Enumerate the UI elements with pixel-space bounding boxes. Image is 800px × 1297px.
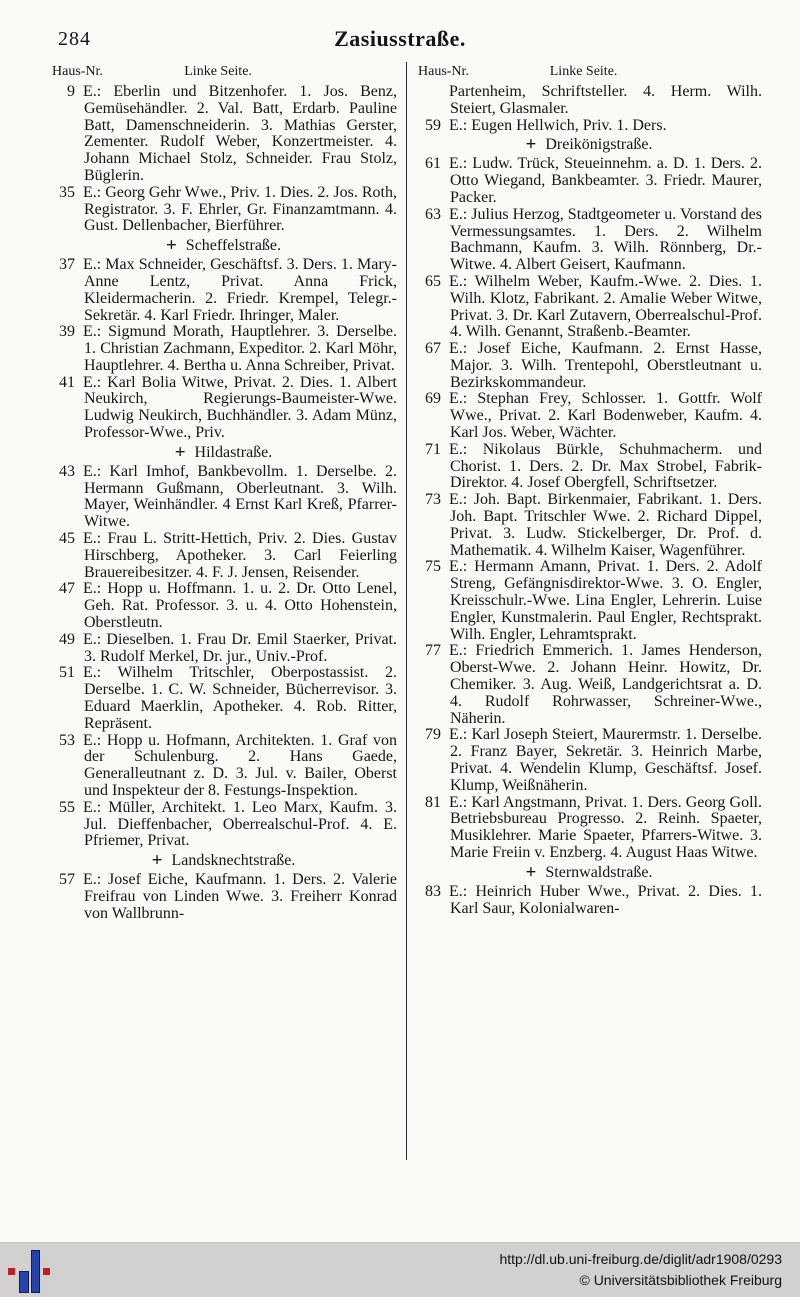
- entry-text: E.: Julius Herzog, Stadtgeometer u. Vorstand des Vermessungsamtes. 1. Ders. 2. Wilhelm Bachmann, Kaufm. 3. Wilh. Rönnberg, Dr.-Witwe. 4. Albert Geisert, Kaufmann.: [449, 205, 762, 274]
- entry-text: E.: Joh. Bapt. Birkenmaier, Fabrikant. 1. Ders. Joh. Bapt. Tritschler Wwe. 2. Richard Dippel, Privat. 3. Ludw. Stickelberger, Dr. Prof. d. Mathematik. 4. Wilhelm Kaiser, Wagenführer.: [449, 491, 762, 559]
- entry-text: E.: Dieselben. 1. Frau Dr. Emil Staerker, Privat. 3. Rudolf Merkel, Dr. jur., Univ.-Prof.: [83, 630, 397, 665]
- ub-freiburg-logo-icon: [8, 1250, 52, 1294]
- column-body: [50, 84, 397, 922]
- directory-entry: [416, 643, 762, 727]
- street-crossing: [50, 235, 397, 257]
- street-crossing: [50, 850, 397, 872]
- page-number: 284: [58, 28, 91, 50]
- page-title: Zasiusstraße.: [334, 26, 466, 51]
- house-number: 53: [59, 731, 75, 749]
- directory-entry: [416, 341, 762, 391]
- directory-entry: [416, 442, 762, 492]
- column-header: [50, 62, 397, 84]
- street-cross-icon: +: [151, 850, 163, 872]
- house-number: 73: [425, 491, 441, 509]
- digitization-footer: [0, 1242, 800, 1297]
- column-header-seite: Linke Seite.: [549, 64, 618, 79]
- logo-red-square-right: [43, 1268, 50, 1275]
- directory-entry: [50, 257, 397, 324]
- column-right: [406, 62, 762, 1160]
- directory-entry: [50, 464, 397, 531]
- directory-entry: [50, 185, 397, 235]
- house-number: 63: [425, 205, 441, 223]
- entry-text: E.: Sigmund Morath, Hauptlehrer. 3. Derselbe. 1. Christian Zachmann, Expeditor. 2. Karl Möhr, Hauptlehrer. 4. Bertha u. Anna Schreiber, Privat.: [83, 323, 397, 374]
- house-number: 37: [59, 256, 75, 274]
- entry-text: E.: Eberlin und Bitzenhofer. 1. Jos. Benz, Gemüsehändler. 2. Val. Batt, Erdarb. Pauline Batt, Damenschneiderin. 3. Mathias Gerster, Zementer. Rudolf Weber, Konzertmeister. 4. Johann Michael Stolz, Schneider. Frau Stolz, Büglerin.: [83, 83, 397, 184]
- directory-entry: [50, 800, 397, 850]
- entry-text: E.: Friedrich Emmerich. 1. James Henderson, Oberst-Wwe. 2. Johann Heinr. Howitz, Dr. Chemiker. 3. Aug. Weiß, Landgerichtsrat a. D. 4. Rudolf Rohrwasser, Schreiner-Wwe., Näherin.: [449, 642, 762, 727]
- entry-text: Partenheim, Schriftsteller. 4. Herm. Wilh. Steiert, Glasmaler.: [449, 83, 762, 117]
- directory-columns: [50, 62, 762, 1160]
- street-crossing: [416, 862, 762, 884]
- directory-entry: [416, 492, 762, 559]
- directory-entry: [416, 727, 762, 794]
- copyright-notice: © Universitätsbibliothek Freiburg: [579, 1272, 782, 1288]
- logo-red-square-left: [8, 1268, 15, 1275]
- directory-entry: [50, 581, 397, 631]
- directory-entry: [416, 559, 762, 643]
- house-number: 47: [59, 580, 75, 598]
- directory-entry: [50, 375, 397, 442]
- house-number: 43: [59, 462, 75, 480]
- directory-entry: [416, 84, 762, 118]
- house-number: 9: [67, 83, 75, 100]
- directory-entry: [416, 884, 762, 918]
- column-header: [416, 62, 762, 84]
- column-header-hausnr: Haus-Nr.: [52, 64, 103, 79]
- directory-entry: [416, 391, 762, 441]
- street-name: Scheffelstraße.: [185, 237, 282, 255]
- page-header: [0, 0, 800, 62]
- house-number: 71: [425, 440, 441, 458]
- directory-entry: [50, 665, 397, 732]
- column-body: [416, 84, 762, 917]
- column-header-seite: Linke Seite.: [184, 64, 252, 79]
- entry-text: E.: Wilhelm Weber, Kaufm.-Wwe. 2. Dies. 1. Wilh. Klotz, Fabrikant. 2. Amalie Weber Witwe, Privat. 3. Dr. Karl Zutavern, Oberrealschul-Prof. 4. Wilh. Genannt, Straßenb.-Beamter.: [449, 272, 762, 341]
- directory-entry: [416, 795, 762, 862]
- entry-text: E.: Hopp u. Hofmann, Architekten. 1. Graf von der Schulenburg. 2. Hans Gaede, Generalleutnant z. D. 3. Jul. v. Bailer, Oberst und Inspekteur der 8. Festungs-Inspektion.: [83, 731, 397, 799]
- entry-text: E.: Karl Bolia Witwe, Privat. 2. Dies. 1. Albert Neukirch, Regierungs-Baumeister-Wwe. Ludwig Neukirch, Buchhändler. 3. Adam Münz, Professor-Wwe., Priv.: [83, 373, 397, 442]
- directory-entry: [416, 156, 762, 206]
- house-number: 79: [425, 726, 441, 744]
- column-header-hausnr: Haus-Nr.: [418, 64, 469, 79]
- house-number: 69: [425, 390, 441, 408]
- entry-text: E.: Müller, Architekt. 1. Leo Marx, Kaufm. 3. Jul. Dieffenbacher, Oberrealschul-Prof. 4. E. Pfriemer, Privat.: [83, 798, 397, 850]
- entry-text: E.: Heinrich Huber Wwe., Privat. 2. Dies. 1. Karl Saur, Kolonialwaren-: [449, 882, 762, 917]
- entry-text: E.: Hopp u. Hoffmann. 1. u. 2. Dr. Otto Lenel, Geh. Rat. Professor. 3. u. 4. Otto Hohenstein, Oberstleutn.: [83, 580, 397, 631]
- directory-entry: [416, 274, 762, 341]
- entry-text: E.: Georg Gehr Wwe., Priv. 1. Dies. 2. Jos. Roth, Registrator. 3. F. Ehrler, Gr. Finanzamtmann. 4. Gust. Dellenbacher, Bierführer.: [83, 183, 397, 235]
- entry-text: E.: Karl Joseph Steiert, Maurermstr. 1. Derselbe. 2. Franz Bayer, Sekretär. 3. Heinrich Marbe, Privat. 4. Wendelin Klump, Geschäftsf. Josef. Klump, Weißnäherin.: [449, 726, 762, 794]
- house-number: 75: [425, 558, 441, 576]
- directory-entry: [50, 531, 397, 581]
- column-left: [50, 62, 406, 1160]
- house-number: 39: [59, 323, 75, 341]
- street-cross-icon: +: [525, 861, 537, 883]
- entry-text: E.: Frau L. Stritt-Hettich, Priv. 2. Dies. Gustav Hirschberg, Apotheker. 3. Carl Feierling Brauereibesitzer. 4. F. J. Jensen, Reisender.: [83, 530, 397, 581]
- house-number: 61: [425, 155, 441, 173]
- entry-text: E.: Nikolaus Bürkle, Schuhmacherm. und Chorist. 1. Ders. 2. Dr. Max Strobel, Fabrik-Direktor. 4. Josef Obergfell, Schriftsetzer.: [449, 440, 762, 492]
- logo-blue-bar-tall: [31, 1250, 40, 1293]
- directory-entry: [416, 207, 762, 274]
- footer-text: [499, 1249, 782, 1291]
- street-cross-icon: +: [525, 134, 537, 156]
- source-url: http://dl.ub.uni-freiburg.de/diglit/adr1908/0293: [499, 1251, 782, 1267]
- directory-entry: [50, 324, 397, 374]
- street-name: Sternwaldstraße.: [545, 863, 653, 881]
- house-number: 49: [59, 630, 75, 648]
- house-number: 55: [59, 798, 75, 816]
- house-number: 41: [59, 373, 75, 391]
- entry-text: E.: Hermann Amann, Privat. 1. Ders. 2. Adolf Streng, Gefängnisdirektor-Wwe. 3. O. Engler, Kreisschulr.-Wwe. Lina Engler, Lehrerin. Luise Engler, Kunstmalerin. Paul Engler, Rechtsprakt. Wilh. Engler, Lehramtsprakt.: [449, 558, 762, 643]
- directory-entry: [416, 118, 762, 135]
- directory-entry: [50, 733, 397, 800]
- entry-text: E.: Stephan Frey, Schlosser. 1. Gottfr. Wolf Wwe., Privat. 2. Karl Bodenweber, Kaufm. 4. Karl Jos. Weber, Wächter.: [449, 390, 762, 442]
- house-number: 77: [425, 642, 441, 660]
- entry-text: E.: Eugen Hellwich, Priv. 1. Ders.: [449, 116, 667, 134]
- entry-text: E.: Max Schneider, Geschäftsf. 3. Ders. 1. Mary-Anne Lentz, Privat. Anna Frick, Kleidermacherin. 2. Friedr. Krempel, Telegr.-Sekretär. 4. Karl Friedr. Ihringer, Maler.: [83, 256, 397, 324]
- house-number: 51: [59, 664, 75, 682]
- directory-entry: [50, 632, 397, 666]
- entry-text: E.: Karl Angstmann, Privat. 1. Ders. Georg Goll. Betriebsbureau Progresso. 2. Reinh. Spaeter, Musiklehrer. Marie Spaeter, Pfarrers-Witwe. 3. Marie Freiin v. Enzberg. 4. August Haas Witwe.: [449, 793, 762, 861]
- house-number: 83: [425, 882, 441, 900]
- entry-text: E.: Josef Eiche, Kaufmann. 1. Ders. 2. Valerie Freifrau von Linden Wwe. 3. Freiherr Konrad von Wallbrunn-: [83, 871, 397, 922]
- entry-text: E.: Josef Eiche, Kaufmann. 2. Ernst Hasse, Major. 3. Wilh. Trentepohl, Oberstleutnant u. Bezirkskommandeur.: [449, 340, 762, 391]
- logo-blue-bar-short: [19, 1271, 29, 1293]
- house-number: 59: [425, 116, 441, 134]
- entry-text: E.: Karl Imhof, Bankbevollm. 1. Derselbe. 2. Hermann Gußmann, Oberleutnant. 3. Wilh. Mayer, Weinhändler. 4 Ernst Karl Kreß, Pfarrer-Witwe.: [83, 462, 397, 531]
- directory-entry: [50, 84, 397, 185]
- street-name: Hildastraße.: [194, 443, 273, 461]
- street-cross-icon: +: [165, 235, 177, 257]
- entry-text: E.: Wilhelm Tritschler, Oberpostassist. 2. Derselbe. 1. C. W. Schneider, Bücherrevisor. 3. Eduard Maerklin, Apotheker. 4. Rob. Ritter, Repräsent.: [83, 664, 397, 732]
- house-number: 45: [59, 530, 75, 547]
- house-number: 35: [59, 183, 75, 201]
- street-name: Landsknechtstraße.: [171, 852, 296, 870]
- directory-entry: [50, 872, 397, 922]
- house-number: 67: [425, 340, 441, 358]
- street-cross-icon: +: [174, 441, 186, 463]
- house-number: 57: [59, 871, 75, 889]
- street-crossing: [50, 442, 397, 464]
- house-number: 65: [425, 272, 441, 290]
- street-crossing: [416, 134, 762, 156]
- street-name: Dreikönigstraße.: [545, 136, 653, 154]
- house-number: 81: [425, 793, 441, 811]
- entry-text: E.: Ludw. Trück, Steueinnehm. a. D. 1. Ders. 2. Otto Wiegand, Bankbeamter. 3. Friedr. Maurer, Packer.: [449, 155, 762, 206]
